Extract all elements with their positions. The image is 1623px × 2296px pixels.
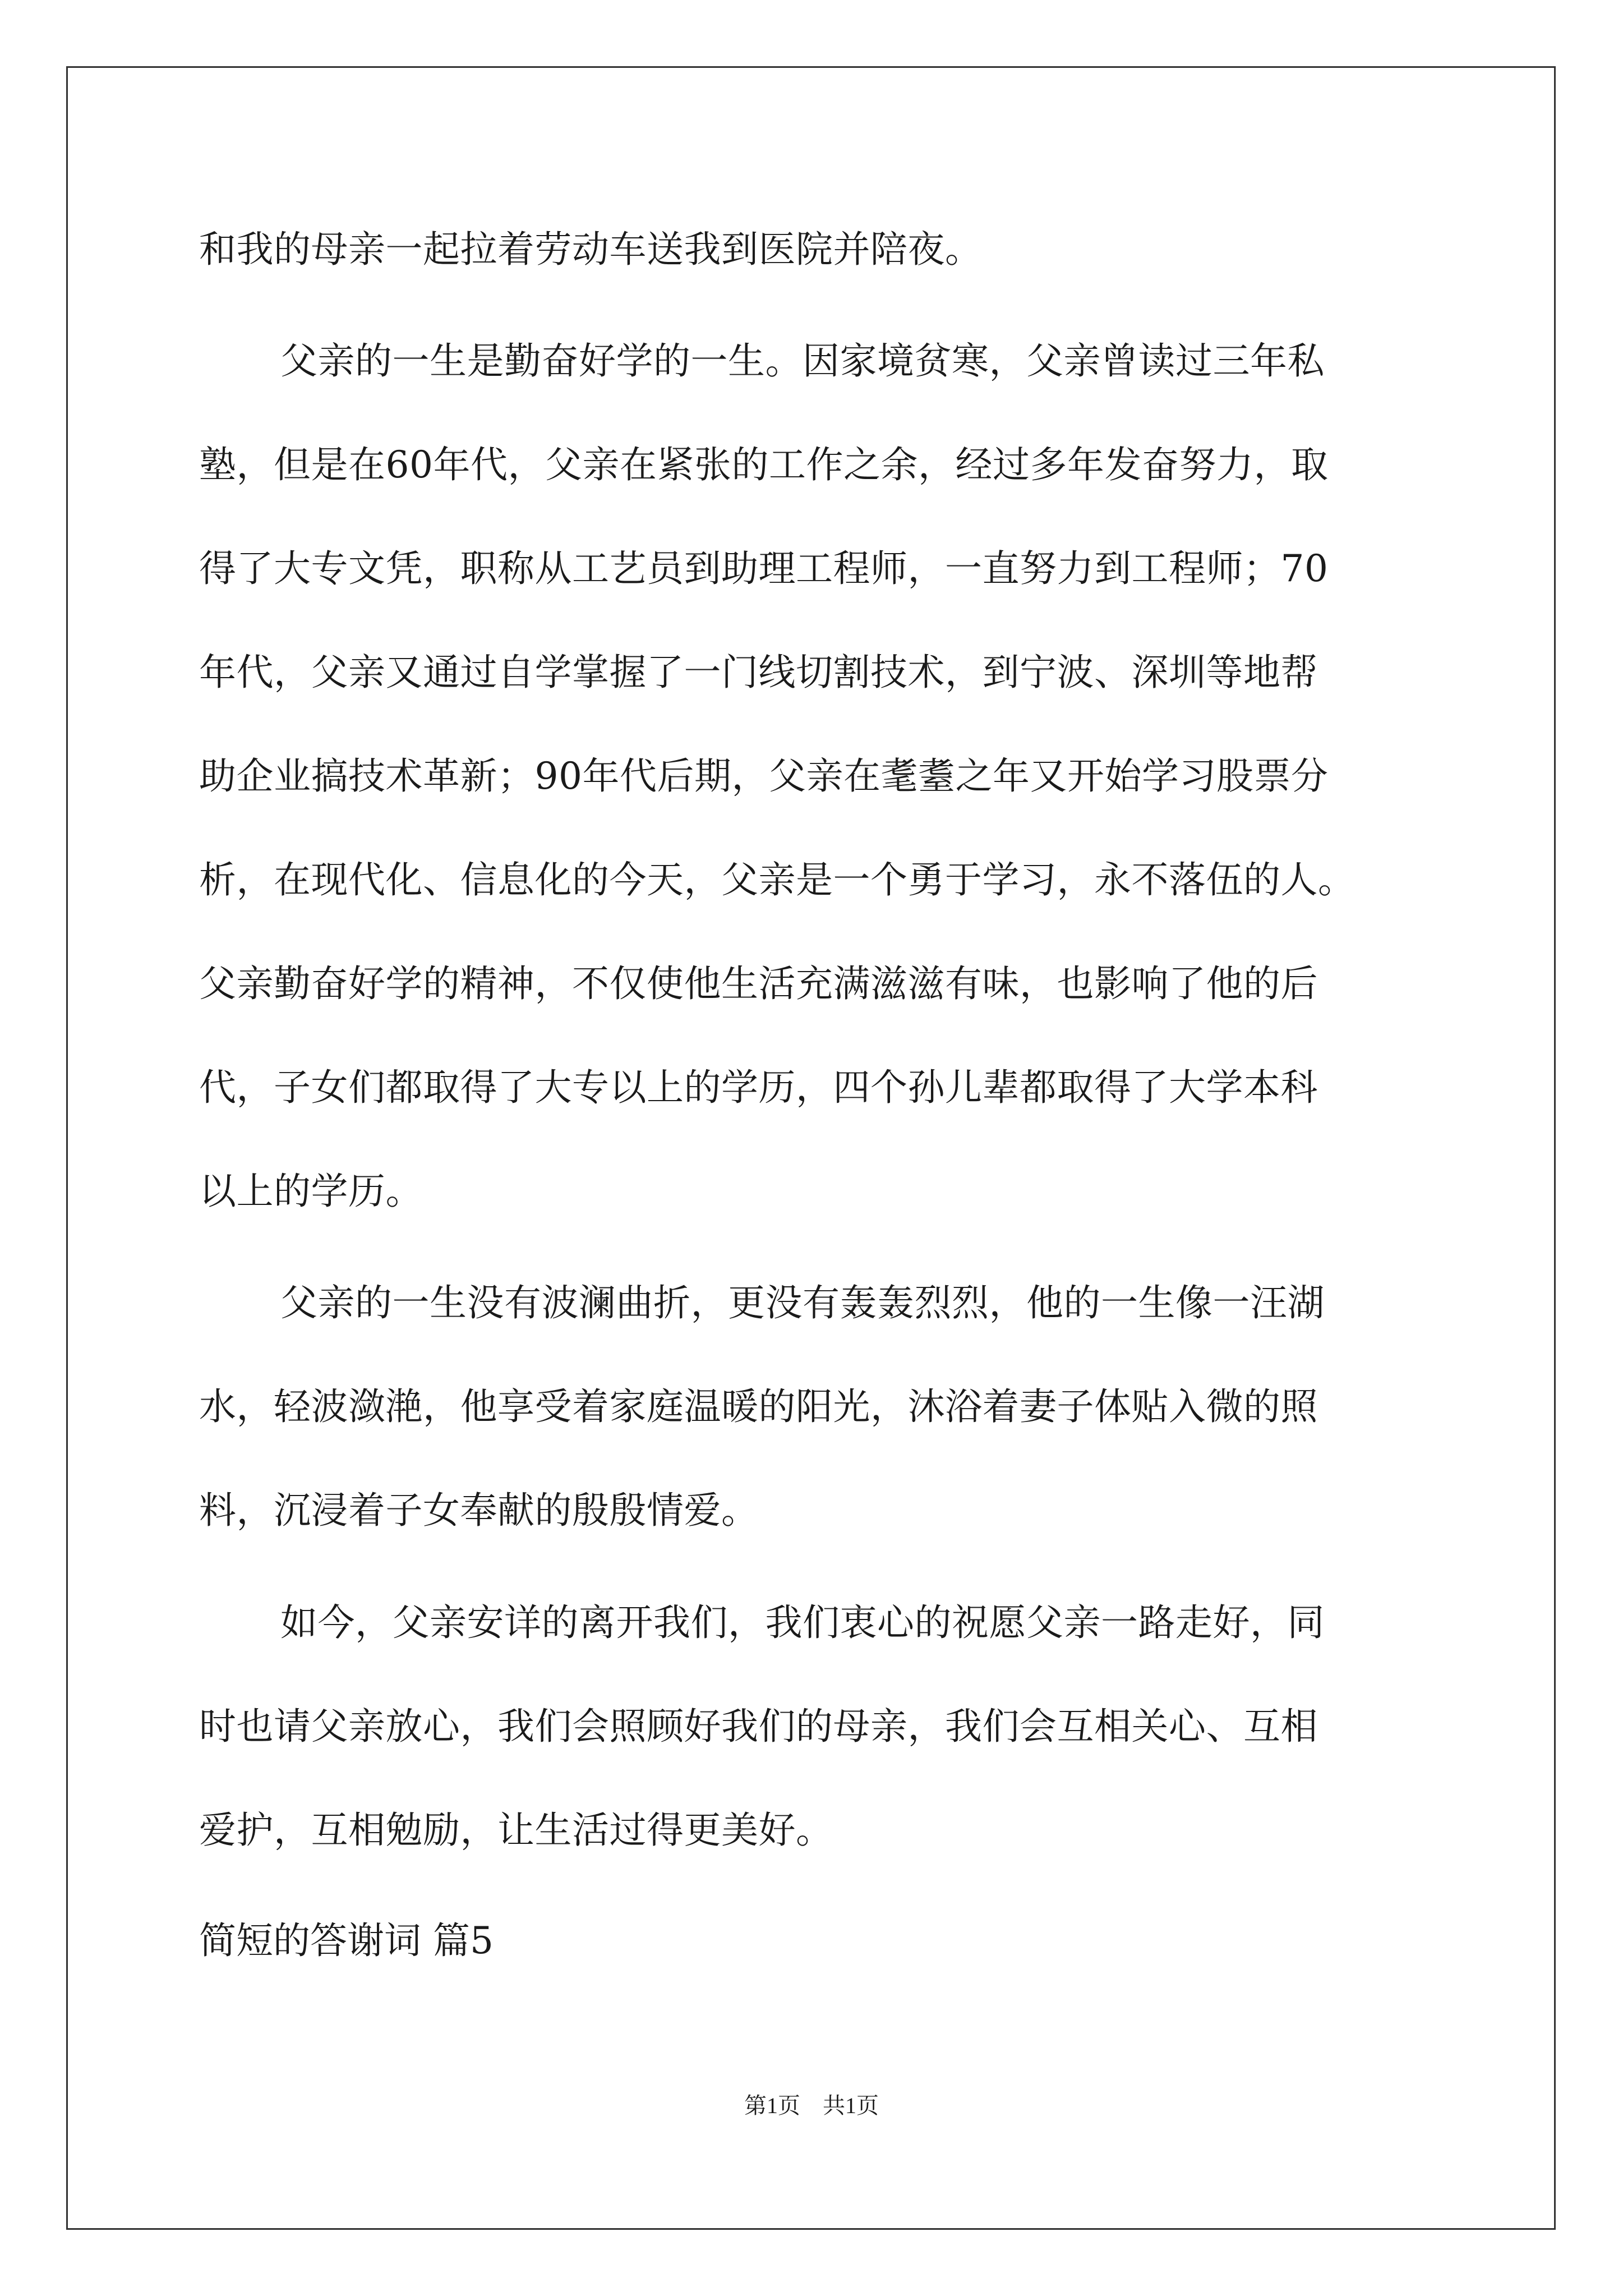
paragraph-line: 助企业搞技术革新；90年代后期，父亲在耄耋之年又开始学习股票分 [199, 754, 1329, 798]
page-number: 第1页 共1页 [744, 2093, 879, 2118]
paragraph-line: 以上的学历。 [199, 1170, 423, 1213]
page-border [66, 66, 1556, 2230]
paragraph-line: 析，在现代化、信息化的今天，父亲是一个勇于学习，永不落伍的人。 [199, 858, 1355, 901]
paragraph-line: 父亲勤奋好学的精神，不仅使他生活充满滋滋有味，也影响了他的后 [199, 962, 1318, 1005]
paragraph-line: 父亲的一生没有波澜曲折，更没有轰轰烈烈，他的一生像一汪湖 [280, 1281, 1325, 1324]
paragraph-line: 和我的母亲一起拉着劳动车送我到医院并陪夜。 [199, 228, 983, 271]
paragraph-line: 代，子女们都取得了大专以上的学历，四个孙儿辈都取得了大学本科 [199, 1066, 1318, 1109]
paragraph-line: 塾，但是在60年代，父亲在紧张的工作之余，经过多年发奋努力，取 [199, 443, 1329, 486]
paragraph-line: 水，轻波潋滟，他享受着家庭温暖的阳光，沐浴着妻子体贴入微的照 [199, 1385, 1318, 1428]
section-heading: 简短的答谢词 篇5 [199, 1919, 494, 1962]
paragraph-line: 料，沉浸着子女奉献的殷殷情爱。 [199, 1489, 759, 1532]
paragraph-line: 得了大专文凭，职称从工艺员到助理工程师，一直努力到工程师；70 [199, 547, 1329, 590]
paragraph-line: 如今，父亲安详的离开我们，我们衷心的祝愿父亲一路走好，同 [280, 1601, 1325, 1644]
paragraph-line: 年代，父亲又通过自学掌握了一门线切割技术，到宁波、深圳等地帮 [199, 651, 1318, 694]
paragraph-line: 爱护，互相勉励，让生活过得更美好。 [199, 1809, 833, 1852]
paragraph-line: 时也请父亲放心，我们会照顾好我们的母亲，我们会互相关心、互相 [199, 1705, 1318, 1748]
paragraph-line: 父亲的一生是勤奋好学的一生。因家境贫寒，父亲曾读过三年私 [280, 339, 1325, 383]
